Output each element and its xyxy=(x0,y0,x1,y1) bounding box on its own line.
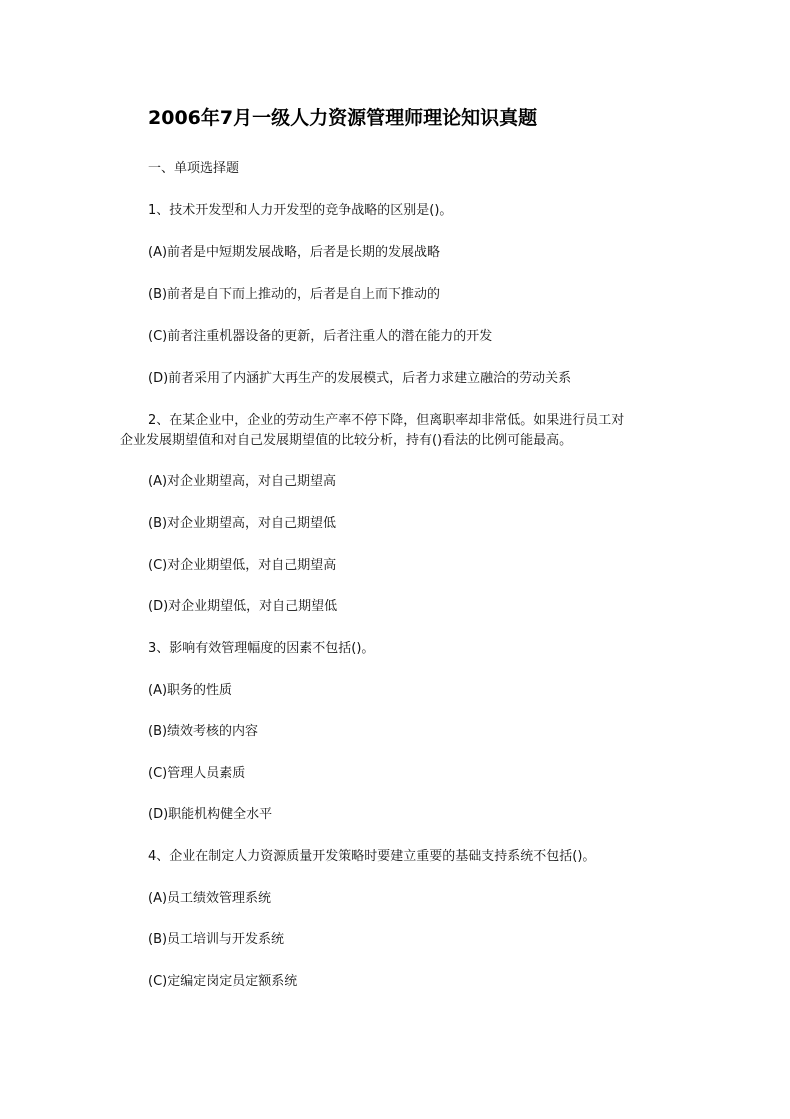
document-title: 2006年7月一级人力资源管理师理论知识真题 xyxy=(148,107,538,129)
question-2-option-c: (C)对企业期望低，对自己期望高 xyxy=(148,558,337,573)
question-2-stem xyxy=(120,411,680,451)
question-3-option-b: (B)绩效考核的内容 xyxy=(148,724,259,739)
question-2-option-b: (B)对企业期望高，对自己期望低 xyxy=(148,516,337,531)
question-3-option-a: (A)职务的性质 xyxy=(148,683,233,698)
question-1-option-d: (D)前者采用了内涵扩大再生产的发展模式，后者力求建立融洽的劳动关系 xyxy=(148,371,572,386)
question-1-stem: 1、技术开发型和人力开发型的竞争战略的区别是()。 xyxy=(148,203,453,218)
question-4-option-b: (B)员工培训与开发系统 xyxy=(148,932,285,947)
question-3-option-d: (D)职能机构健全水平 xyxy=(148,807,273,822)
question-2-stem-line1: 2、在某企业中，企业的劳动生产率不停下降，但离职率却非常低。如果进行员工对 xyxy=(148,413,625,428)
question-2-option-a: (A)对企业期望高，对自己期望高 xyxy=(148,474,337,489)
question-2-option-d: (D)对企业期望低，对自己期望低 xyxy=(148,599,338,614)
question-2-stem-line2: 企业发展期望值和对自己发展期望值的比较分析，持有()看法的比例可能最高。 xyxy=(120,433,573,448)
question-4-stem: 4、企业在制定人力资源质量开发策略时要建立重要的基础支持系统不包括()。 xyxy=(148,849,596,864)
question-3-stem: 3、影响有效管理幅度的因素不包括()。 xyxy=(148,641,375,656)
question-4-option-a: (A)员工绩效管理系统 xyxy=(148,891,272,906)
question-1-option-b: (B)前者是自下而上推动的，后者是自上而下推动的 xyxy=(148,287,441,302)
question-1-option-a: (A)前者是中短期发展战略，后者是长期的发展战略 xyxy=(148,245,441,260)
question-1-option-c: (C)前者注重机器设备的更新，后者注重人的潜在能力的开发 xyxy=(148,329,493,344)
question-4-option-c: (C)定编定岗定员定额系统 xyxy=(148,974,298,989)
section-heading: 一、单项选择题 xyxy=(148,161,240,176)
question-3-option-c: (C)管理人员素质 xyxy=(148,766,246,781)
